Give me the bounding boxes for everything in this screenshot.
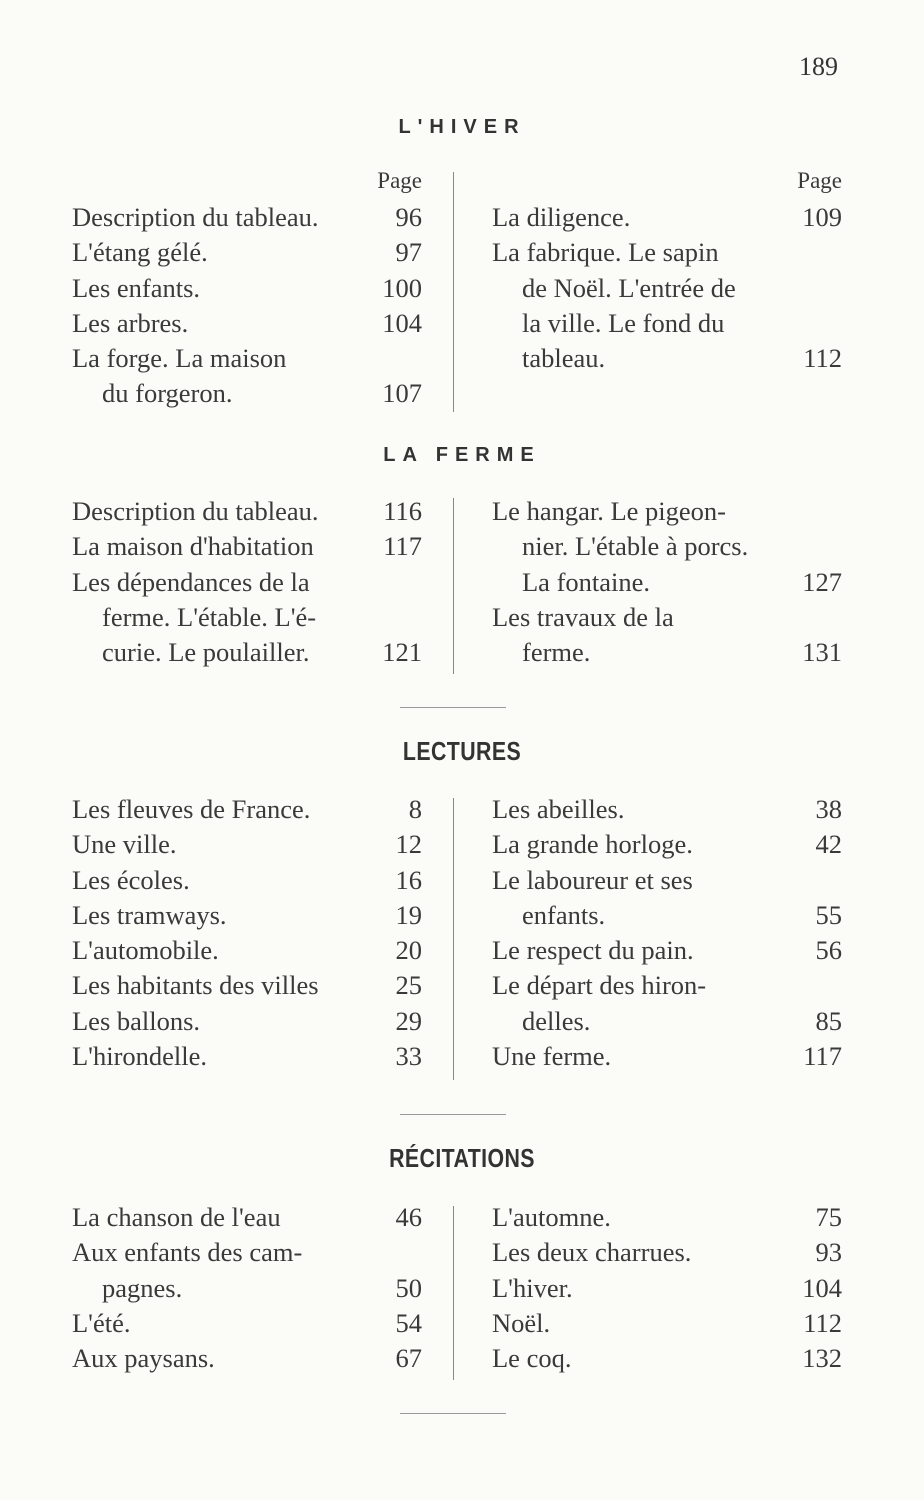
toc-entry-title: Le respect du pain. [492, 935, 694, 966]
toc-entry-title: de Noël. L'entrée de [522, 272, 736, 303]
toc-entry-page: 112 [803, 343, 842, 374]
toc-entry [492, 863, 842, 934]
toc-entry-page: 16 [395, 864, 422, 895]
toc-entry [72, 898, 422, 933]
section-title-hiver: L'HIVER [398, 116, 526, 138]
toc-entry-page: 33 [395, 1041, 422, 1072]
column-divider [453, 798, 454, 1080]
toc-entry-title: Les habitants des villes [72, 970, 319, 1001]
toc-entry-page: 104 [802, 1272, 842, 1303]
toc-entry [492, 827, 842, 862]
toc-entry [72, 565, 422, 671]
toc-entry [72, 235, 422, 270]
section-rule [400, 707, 506, 708]
toc-entry-title: L'automne. [492, 1202, 611, 1232]
toc-entry-page: 50 [395, 1272, 422, 1303]
toc-entry-page: 121 [382, 637, 422, 668]
column-divider [453, 1206, 454, 1380]
toc-entry [72, 968, 422, 1003]
section-title-lectures: LECTURES [402, 736, 522, 766]
toc-entry-page: 8 [408, 794, 422, 824]
toc-entry-page: 112 [803, 1307, 842, 1338]
toc-entry [72, 827, 422, 862]
toc-entry-page: 67 [395, 1343, 422, 1374]
lectures-left-column [72, 792, 422, 1074]
toc-entry-title: L'hirondelle. [72, 1041, 208, 1072]
toc-entry [72, 200, 422, 235]
page-number: 189 [799, 52, 838, 81]
toc-entry-page: 109 [802, 202, 842, 232]
toc-entry-title: L'étang gélé. [72, 237, 208, 268]
toc-entry [72, 863, 422, 898]
toc-entry-page: 107 [382, 378, 422, 409]
section-title-recitations: RÉCITATIONS [389, 1143, 535, 1173]
column-divider [453, 498, 454, 674]
toc-entry [492, 968, 842, 1039]
toc-entry [492, 933, 842, 968]
toc-entry-page: 104 [382, 307, 422, 338]
toc-entry [72, 1039, 422, 1074]
toc-entry-title: Les abeilles. [492, 794, 625, 824]
toc-entry-page: 46 [395, 1202, 422, 1232]
toc-entry-title: Le départ des hiron- [492, 970, 707, 1001]
hiver-left-column [72, 162, 422, 412]
toc-entry-title: curie. Le poulailler. [102, 637, 310, 668]
recitations-left-column [72, 1200, 422, 1376]
toc-entry-title: nier. L'étable à porcs. [522, 531, 749, 562]
ferme-right-list [492, 494, 842, 670]
toc-entry-title: La chanson de l'eau [72, 1202, 281, 1232]
toc-entry-title: Noël. [492, 1307, 551, 1338]
toc-entry-page: 97 [395, 237, 422, 268]
toc-entry [492, 200, 842, 235]
toc-entry-page: 55 [815, 899, 842, 930]
toc-entry-page: 38 [815, 794, 842, 824]
toc-entry-page: 75 [815, 1202, 842, 1232]
toc-entry-title: Les enfants. [72, 272, 201, 303]
toc-entry-title: La fontaine. [522, 566, 651, 597]
toc-entry [492, 1235, 842, 1270]
toc-entry-title: La forge. La maison [72, 343, 287, 374]
toc-entry-title: Le coq. [492, 1343, 572, 1374]
toc-entry [492, 235, 842, 376]
section-title-ferme: LA FERME [383, 444, 541, 466]
column-divider [453, 172, 454, 412]
toc-entry [492, 1200, 842, 1235]
recitations-left-list [72, 1200, 422, 1376]
toc-entry [72, 271, 422, 306]
toc-entry-title: Une ville. [72, 829, 177, 860]
toc-entry-title: Une ferme. [492, 1041, 612, 1072]
toc-entry-title: La grande horloge. [492, 829, 693, 860]
recitations-right-column [492, 1200, 842, 1376]
hiver-right-column [492, 162, 842, 376]
toc-entry-title: tableau. [522, 343, 606, 374]
toc-entry [72, 494, 422, 529]
toc-entry-page: 12 [395, 829, 422, 860]
toc-entry-title: L'hiver. [492, 1272, 573, 1303]
toc-entry [72, 1200, 422, 1235]
toc-entry-title: Les arbres. [72, 307, 189, 338]
toc-entry-title: Les tramways. [72, 899, 227, 930]
toc-entry-page: 56 [815, 935, 842, 966]
toc-entry-title: Les fleuves de France. [72, 794, 311, 824]
toc-entry-title: L'été. [72, 1307, 131, 1338]
toc-entry-page: 29 [395, 1005, 422, 1036]
lectures-left-list [72, 792, 422, 1074]
toc-entry-title: La diligence. [492, 202, 631, 232]
toc-entry-title: Aux paysans. [72, 1343, 215, 1374]
toc-entry-page: 93 [815, 1237, 842, 1268]
hiver-right-list [492, 200, 842, 376]
toc-entry-title: L'automobile. [72, 935, 219, 966]
toc-entry-page: 20 [395, 935, 422, 966]
toc-entry-title: Les dépendances de la [72, 566, 310, 597]
toc-entry-title: ferme. [522, 637, 591, 668]
page-column-header: Page [377, 168, 422, 193]
toc-entry-page: 117 [383, 531, 422, 562]
toc-entry-title: La fabrique. Le sapin [492, 237, 719, 268]
toc-entry-title: enfants. [522, 899, 606, 930]
toc-entry [72, 792, 422, 827]
toc-entry-title: Les ballons. [72, 1005, 201, 1036]
section-rule [400, 1114, 506, 1115]
toc-entry-title: Le laboureur et ses [492, 864, 693, 895]
ferme-left-column [72, 494, 422, 670]
ferme-right-column [492, 494, 842, 670]
toc-entry-title: Le hangar. Le pigeon- [492, 496, 726, 526]
toc-entry-page: 25 [395, 970, 422, 1001]
toc-entry-title: Les travaux de la [492, 601, 674, 632]
hiver-left-list [72, 200, 422, 412]
toc-entry-page: 85 [815, 1005, 842, 1036]
toc-entry [72, 1341, 422, 1376]
toc-entry-title: Description du tableau. [72, 496, 319, 526]
toc-entry [72, 529, 422, 564]
toc-entry [492, 1341, 842, 1376]
toc-entry [72, 1235, 422, 1306]
toc-entry-page: 54 [395, 1307, 422, 1338]
toc-entry [492, 494, 842, 600]
toc-entry-page: 127 [802, 566, 842, 597]
toc-entry-page: 96 [395, 202, 422, 232]
toc-entry [492, 1271, 842, 1306]
toc-entry-title: Description du tableau. [72, 202, 319, 232]
toc-entry [72, 341, 422, 412]
toc-entry-title: La maison d'habitation [72, 531, 314, 562]
toc-entry-title: ferme. L'étable. L'é- [102, 601, 317, 632]
toc-entry [72, 1306, 422, 1341]
toc-entry-title: Les écoles. [72, 864, 190, 895]
ferme-left-list [72, 494, 422, 670]
toc-entry-page: 42 [815, 829, 842, 860]
toc-entry [492, 792, 842, 827]
toc-entry [492, 1039, 842, 1074]
recitations-right-list [492, 1200, 842, 1376]
toc-entry [72, 933, 422, 968]
toc-entry-page: 132 [802, 1343, 842, 1374]
toc-entry-page: 116 [383, 496, 422, 526]
toc-entry-page: 19 [395, 899, 422, 930]
toc-entry-title: pagnes. [102, 1272, 183, 1303]
lectures-right-column [492, 792, 842, 1074]
toc-entry-page: 100 [382, 272, 422, 303]
toc-entry-title: la ville. Le fond du [522, 307, 725, 338]
toc-entry [492, 600, 842, 671]
toc-entry-page: 131 [802, 637, 842, 668]
toc-entry-page: 117 [803, 1041, 842, 1072]
toc-entry-title: delles. [522, 1005, 591, 1036]
toc-entry-title: du forgeron. [102, 378, 233, 409]
toc-entry [72, 1004, 422, 1039]
page-column-header: Page [797, 168, 842, 193]
toc-entry-title: Aux enfants des cam- [72, 1237, 303, 1268]
toc-entry [492, 1306, 842, 1341]
toc-entry [72, 306, 422, 341]
lectures-right-list [492, 792, 842, 1074]
toc-entry-title: Les deux charrues. [492, 1237, 692, 1268]
section-rule [400, 1413, 506, 1414]
